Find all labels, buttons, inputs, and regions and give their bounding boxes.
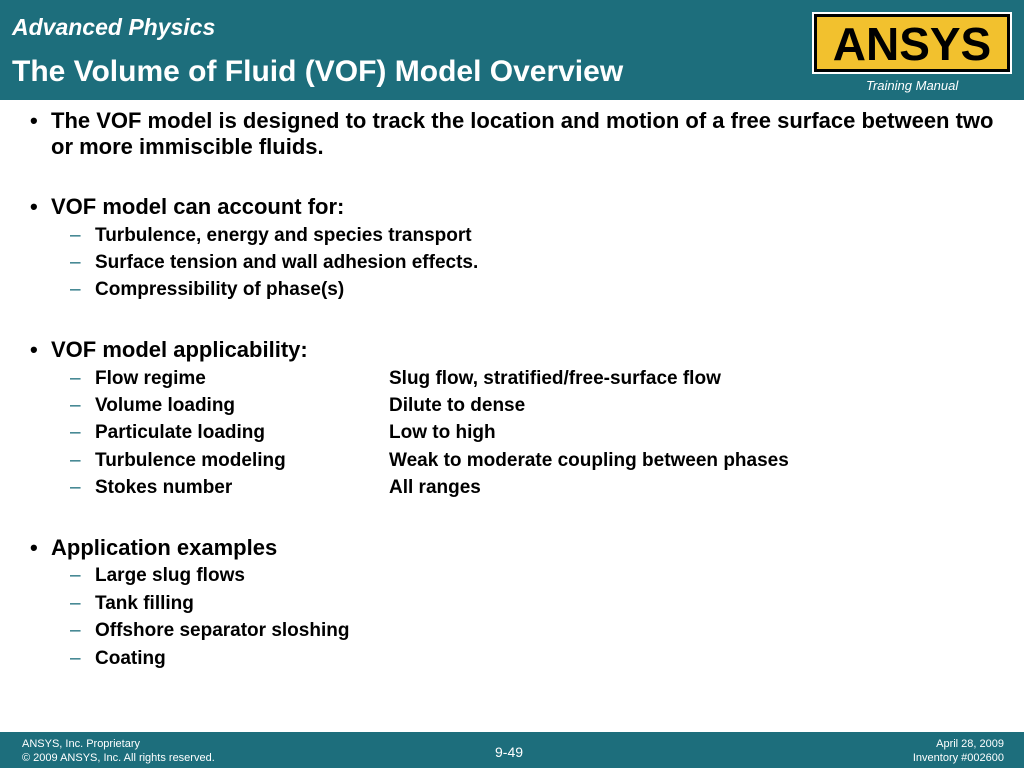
dash-icon: – xyxy=(70,252,81,273)
bullet-intro-text: The VOF model is designed to track the location and motion of a free surface between two or more immiscible fluids. xyxy=(51,108,994,159)
sub-item-text: Offshore separator sloshing xyxy=(95,620,350,641)
sub-item-text: Coating xyxy=(95,648,166,669)
slide-title: The Volume of Fluid (VOF) Model Overview xyxy=(12,55,624,88)
dash-icon: – xyxy=(70,422,81,443)
sub-item-text: Large slug flows xyxy=(95,565,245,586)
bullet-account-text: VOF model can account for: xyxy=(51,194,345,219)
bullet-applicability-heading xyxy=(30,337,1001,363)
applicability-value: Slug flow, stratified/free-surface flow xyxy=(389,368,721,389)
applicability-label: Flow regime xyxy=(95,368,206,389)
dash-icon: – xyxy=(70,565,81,586)
dash-icon: – xyxy=(70,279,81,300)
bullet-intro xyxy=(30,108,1001,160)
footer-inventory: Inventory #002600 xyxy=(912,752,1004,764)
bullet-examples-text: Application examples xyxy=(51,535,278,560)
applicability-label: Particulate loading xyxy=(95,422,265,443)
dash-icon: – xyxy=(70,225,81,246)
bullet-account-heading xyxy=(30,194,1001,220)
bullet-icon: • xyxy=(30,535,38,560)
page-number: 9-49 xyxy=(495,744,524,760)
footer-info xyxy=(913,737,1004,765)
footer-proprietary: ANSYS, Inc. Proprietary xyxy=(22,738,140,750)
applicability-label: Stokes number xyxy=(95,477,233,498)
logo-wordmark: ANSYS xyxy=(832,18,992,70)
dash-icon: – xyxy=(70,620,81,641)
dash-icon: – xyxy=(70,450,81,471)
bullet-icon: • xyxy=(30,337,38,362)
footer-rights: © 2009 ANSYS, Inc. All rights reserved. xyxy=(22,752,215,764)
sub-item-text: Tank filling xyxy=(95,593,194,614)
slide-footer xyxy=(0,732,1024,768)
bullet-applicability-text: VOF model applicability: xyxy=(51,337,308,362)
footer-copyright xyxy=(22,737,215,765)
footer-date: April 28, 2009 xyxy=(936,738,1004,750)
ansys-logo-image xyxy=(814,14,1010,72)
applicability-label: Volume loading xyxy=(95,395,236,416)
dash-icon: – xyxy=(70,648,81,669)
applicability-value: All ranges xyxy=(389,477,481,498)
ansys-logo xyxy=(812,12,1012,74)
course-title: Advanced Physics xyxy=(12,14,216,40)
dash-icon: – xyxy=(70,593,81,614)
slide-header xyxy=(0,0,1024,100)
sub-item-text: Compressibility of phase(s) xyxy=(95,279,345,300)
applicability-value: Low to high xyxy=(389,422,496,443)
bullet-icon: • xyxy=(30,194,38,219)
bullet-examples-heading xyxy=(30,535,1001,561)
dash-icon: – xyxy=(70,395,81,416)
training-manual-label: Training Manual xyxy=(866,78,959,93)
bullet-icon: • xyxy=(30,108,38,133)
sub-item-text: Surface tension and wall adhesion effects. xyxy=(95,252,479,273)
dash-icon: – xyxy=(70,368,81,389)
dash-icon: – xyxy=(70,477,81,498)
applicability-value: Dilute to dense xyxy=(389,395,526,416)
applicability-value: Weak to moderate coupling between phases xyxy=(389,450,789,471)
sub-item-text: Turbulence, energy and species transport xyxy=(95,225,472,246)
applicability-label: Turbulence modeling xyxy=(95,450,286,471)
